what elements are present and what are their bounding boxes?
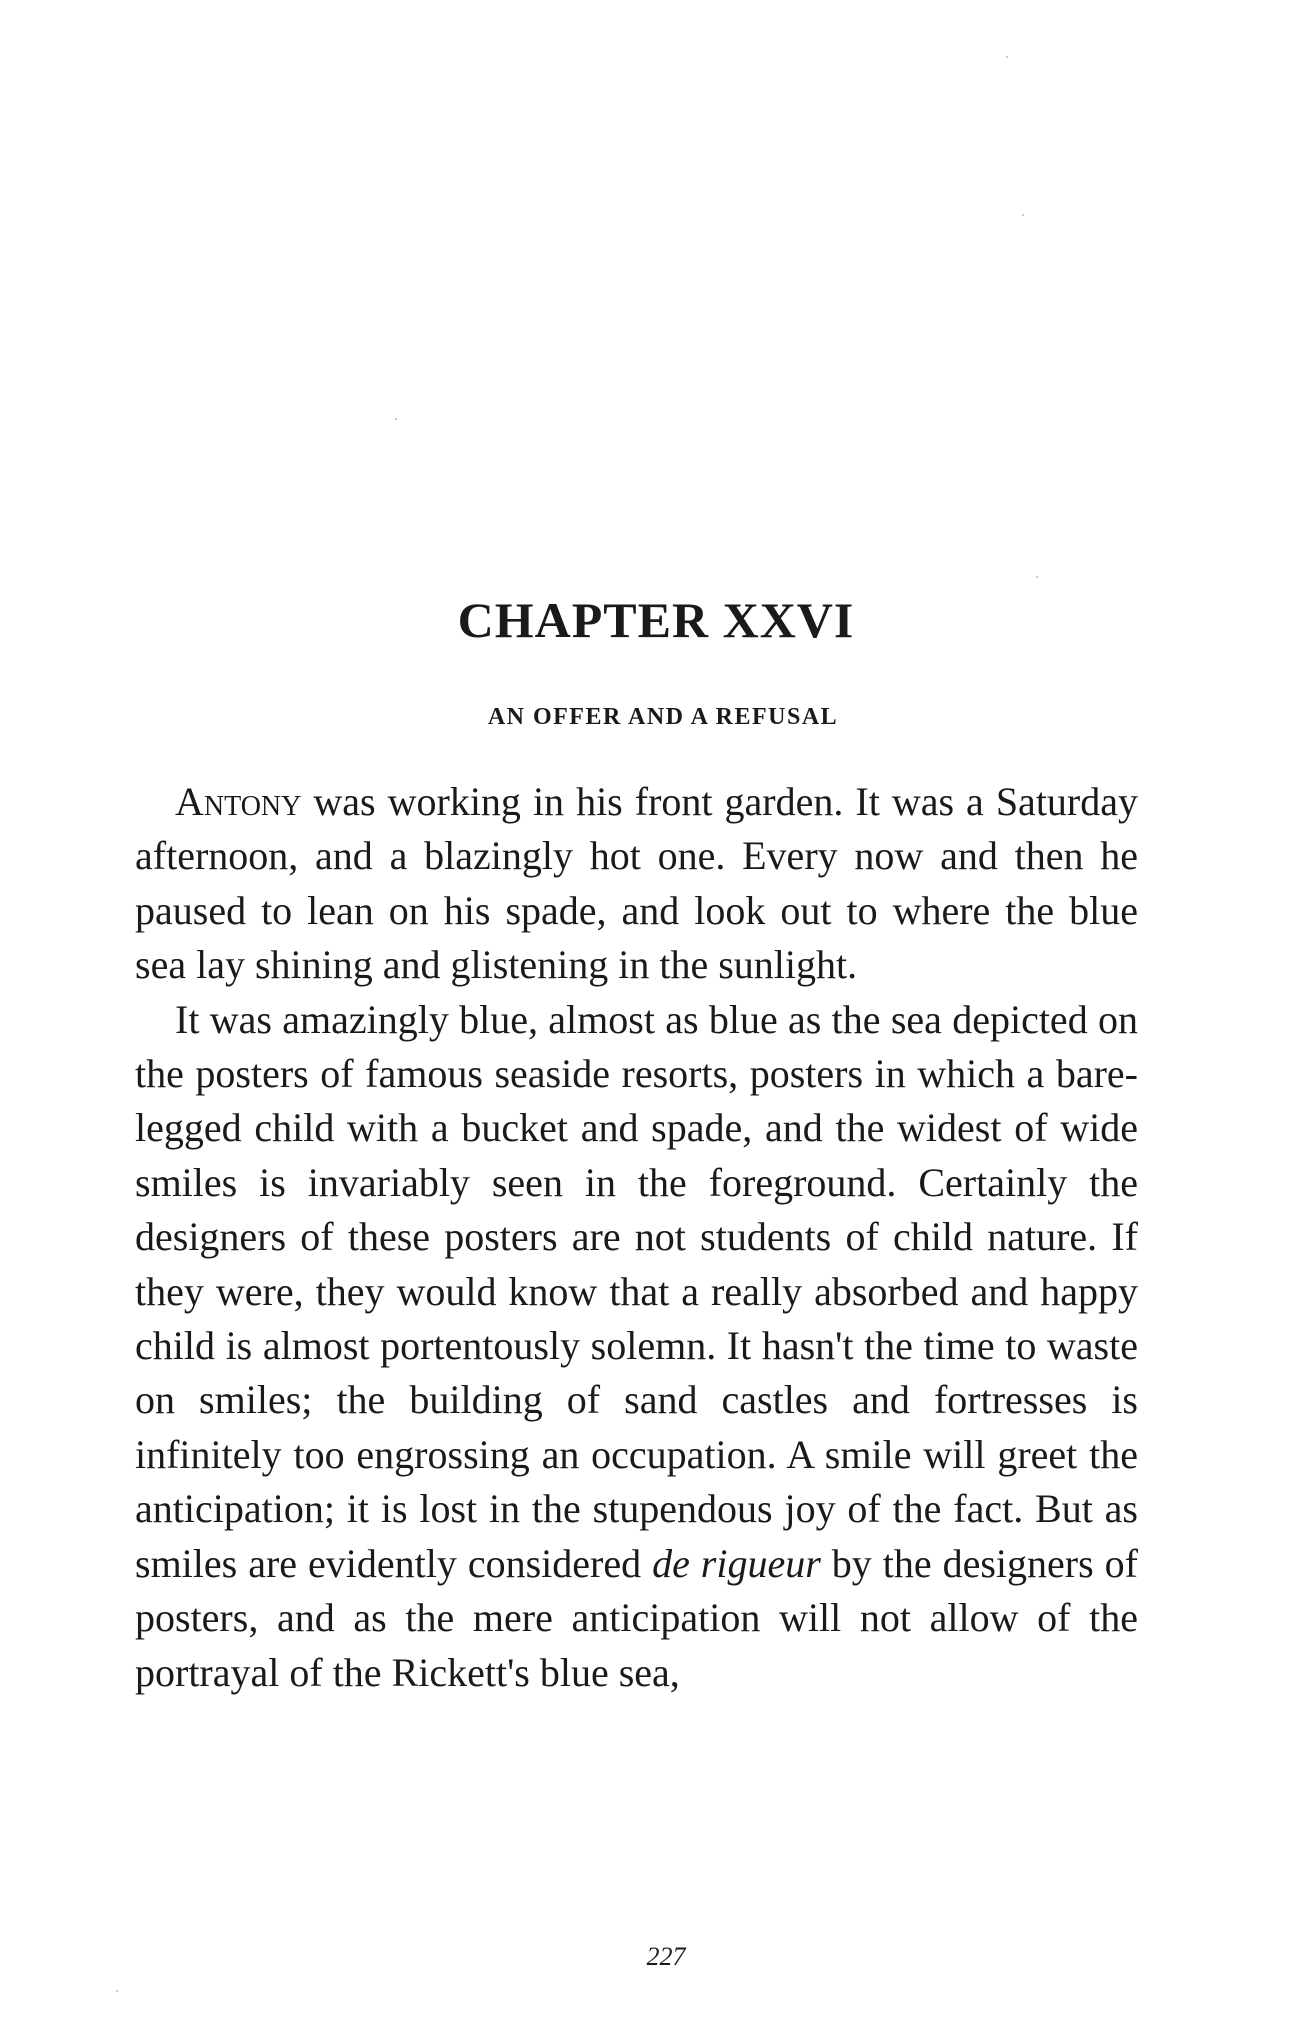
scan-speck [395, 418, 397, 420]
page-number: 227 [646, 1942, 686, 1971]
chapter-title: CHAPTER XXVI [457, 591, 855, 648]
paragraph-text: It was amazingly blue, almost as blue as the sea depicted on the posters of famous seaside resorts, posters in which a bare-legged child with a bucket and spade, and the widest of wide smiles is invariably seen in the foreground. Certainly the designers of these posters are not students of child nature. If they were, they would know that a really absorbed and happy child is almost portentously solemn. It hasn't the time to waste on smiles; the building of sand castles and fortresses is infinitely too engrossing an occupation. A smile will greet the anticipation; it is lost in the stupendous joy of the fact. But as smiles are evidently considered [135, 996, 1138, 1586]
italic-phrase: de rigueur [652, 1540, 821, 1586]
body-text [135, 775, 1138, 1700]
paragraph-2 [135, 993, 1138, 1700]
paragraph-1 [135, 775, 1138, 993]
paragraph-text: was working in his front garden. It was a Saturday afternoon, and a blazingly hot one. Every now and then he paused to lean on his spade, and look out to where the blue sea lay shining and glistening in the sunlight. [135, 779, 1138, 988]
paragraph-text: by the designers of posters, and as the mere anticipation will not allow of the portrayal of the Rickett's blue sea, [135, 1540, 1138, 1695]
scan-speck [1022, 214, 1024, 216]
paragraph-lead-word: Antony [175, 779, 302, 824]
scan-speck [1036, 576, 1038, 578]
scan-speck [1006, 56, 1008, 58]
scan-speck [116, 1990, 118, 1992]
chapter-subtitle: AN OFFER AND A REFUSAL [487, 703, 839, 730]
